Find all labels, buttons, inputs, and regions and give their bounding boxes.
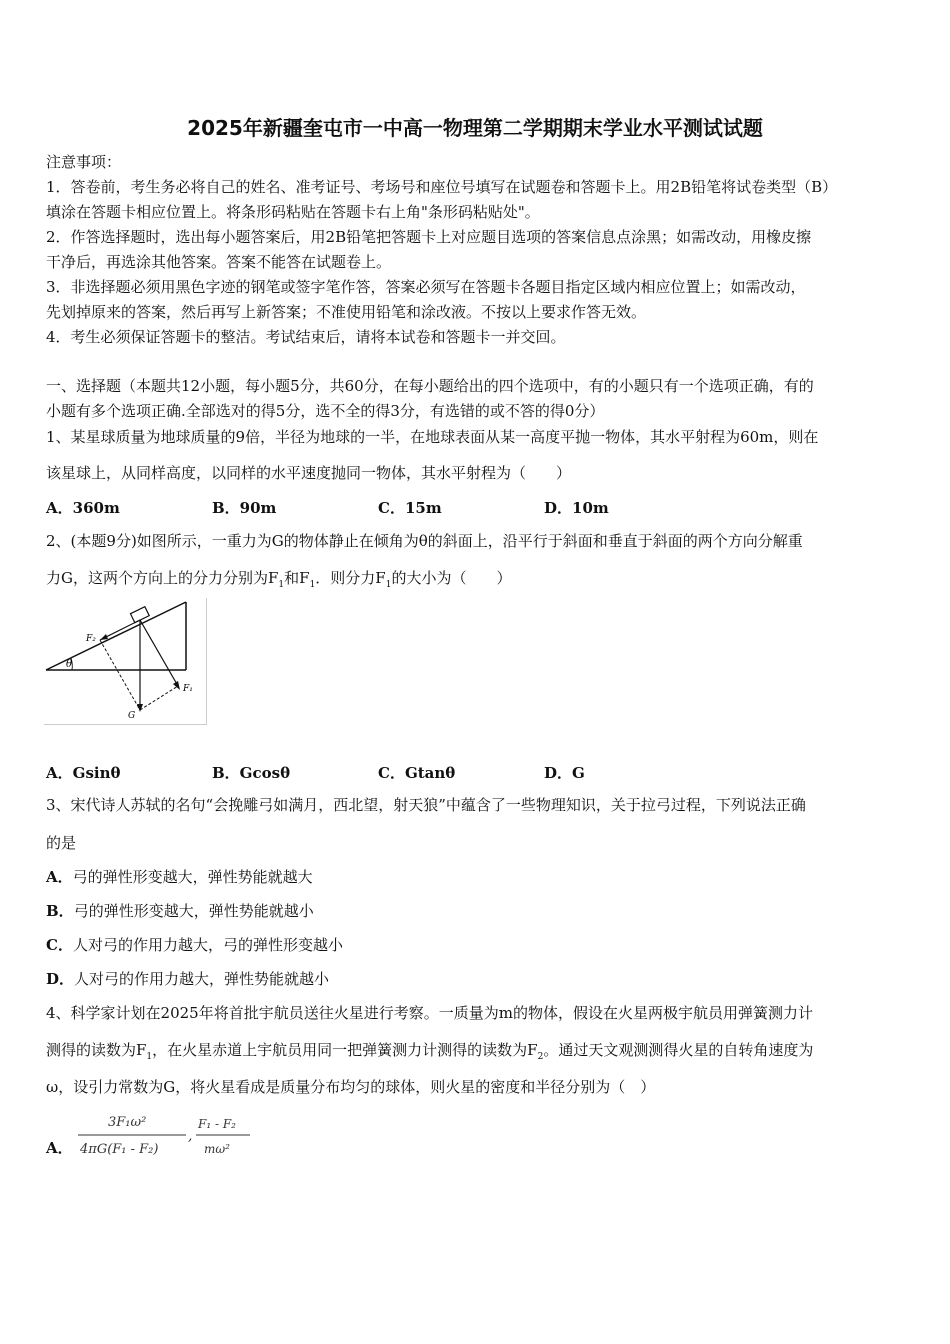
q1-option-c: C．15m: [378, 499, 442, 517]
q3-option-c: C．人对弓的作用力越大，弓的弹性形变越小: [46, 936, 343, 954]
q4-stem-2: 测得的读数为$F_1$，在火星赤道上宇航员用同一把弹簧测力计测得的读数为$F_2$。通过天文观测测得火星的自转角速度为: [46, 1041, 814, 1062]
q2-stem-1: 2、(本题9分)如图所示，一重力为G的物体静止在倾角为θ的斜面上，沿平行于斜面和垂直于斜面的两个方向分解重: [46, 532, 803, 550]
q2-option-d: D．G: [544, 764, 585, 782]
incline-svg: [44, 598, 206, 724]
formula-den-1: 4πG(F₁ - F₂): [80, 1142, 159, 1157]
q1-option-a: A．360m: [46, 499, 120, 517]
formula-num-2: F₁ - F₂: [198, 1117, 236, 1131]
f1-label: F₁: [183, 684, 193, 694]
incline-diagram: [44, 598, 207, 725]
q4-option-a-formula: [78, 1110, 258, 1166]
q2-option-a: A．Gsinθ: [46, 764, 121, 782]
q1-stem-1: 1、某星球质量为地球质量的9倍，半径为地球的一半，在地球表面从某一高度平抛一物体，其水平射程为60m，则在: [46, 428, 819, 446]
g-label: G: [128, 711, 136, 721]
notice-line-5: 3．非选择题必须用黑色字迹的钢笔或签字笔作答，答案必须写在答题卡各题目指定区域内相应位置上；如需改动，: [46, 278, 806, 296]
q2-option-c: C．Gtanθ: [378, 764, 456, 782]
f1-arrow: [140, 620, 178, 686]
q1-option-b: B．90m: [212, 499, 277, 517]
q3-option-a: A．弓的弹性形变越大，弹性势能就越大: [46, 868, 313, 886]
q1-option-d: D．10m: [544, 499, 609, 517]
formula-separator: ,: [188, 1128, 193, 1144]
f2-label: F₂: [86, 634, 96, 644]
q4-stem-1: 4、科学家计划在2025年将首批宇航员送往火星进行考察。一质量为m的物体，假设在火星两极宇航员用弹簧测力计: [46, 1004, 813, 1022]
q3-stem-2: 的是: [46, 834, 77, 852]
notice-line-2: 填涂在答题卡相应位置上。将条形码粘贴在答题卡右上角"条形码粘贴处"。: [46, 203, 540, 221]
notice-line-4: 干净后，再选涂其他答案。答案不能答在试题卷上。: [46, 253, 392, 271]
q2-stem-2: 力G，这两个方向上的分力分别为$F_1$和$F_1$．则分力$F_1$的大小为（ ）: [46, 569, 512, 590]
section-instructions-1: 一、选择题（本题共12小题，每小题5分，共60分，在每小题给出的四个选项中，有的小题只有一个选项正确，有的: [46, 377, 814, 395]
q2-options: [46, 762, 710, 783]
notice-line-7: 4．考生必须保证答题卡的整洁。考试结束后，请将本试卷和答题卡一并交回。: [46, 328, 566, 346]
theta-label: θ: [66, 659, 73, 670]
q4-option-a-letter: A．: [46, 1139, 73, 1157]
dashed-line-2: [140, 686, 178, 710]
q1-stem-2: 该星球上，从同样高度，以同样的水平速度抛同一物体，其水平射程为（ ）: [46, 464, 572, 482]
formula-den-2: mω²: [204, 1142, 230, 1156]
page-title: 2025年新疆奎屯市一中高一物理第二学期期末学业水平测试试题: [187, 116, 763, 140]
notice-heading: 注意事项：: [46, 153, 122, 171]
q1-options: [46, 497, 710, 518]
q2-option-b: B．Gcosθ: [212, 764, 291, 782]
section-instructions-2: 小题有多个选项正确.全部选对的得5分，选不全的得3分，有选错的或不答的得0分）: [46, 402, 605, 420]
dashed-line-1: [100, 640, 140, 710]
q4-stem-3: ω，设引力常数为G，将火星看成是质量分布均匀的球体，则火星的密度和半径分别为（ ）: [46, 1078, 656, 1096]
notice-line-3: 2．作答选择题时，选出每小题答案后，用2B铅笔把答题卡上对应题目选项的答案信息点涂黑；如需改动，用橡皮擦: [46, 228, 812, 246]
formula-num-1: 3F₁ω²: [108, 1115, 147, 1130]
q3-option-b: B．弓的弹性形变越大，弹性势能就越小: [46, 902, 314, 920]
notice-line-6: 先划掉原来的答案，然后再写上新答案；不准使用铅笔和涂改液。不按以上要求作答无效。: [46, 303, 647, 321]
q3-stem-1: 3、宋代诗人苏轼的名句“会挽雕弓如满月，西北望，射天狼”中蕴含了一些物理知识，关于拉弓过程，下列说法正确: [46, 796, 806, 814]
q3-option-d: D．人对弓的作用力越大，弹性势能就越小: [46, 970, 330, 988]
notice-line-1: 1．答卷前，考生务必将自己的姓名、准考证号、考场号和座位号填写在试题卷和答题卡上。用2B铅笔将试卷类型（B）: [46, 178, 838, 196]
